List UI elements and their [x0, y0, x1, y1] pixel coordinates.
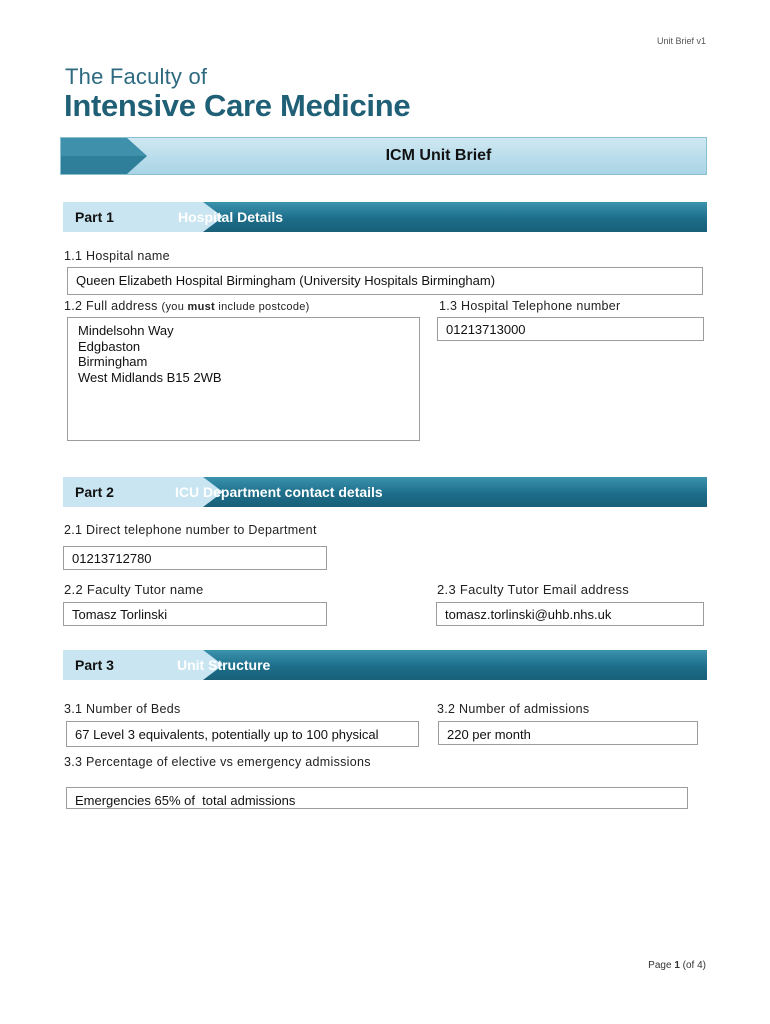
- tutor-email-label: 2.3 Faculty Tutor Email address: [437, 582, 630, 597]
- part1-label: Part 1: [75, 209, 114, 225]
- admissions-label: 3.2 Number of admissions: [437, 702, 590, 716]
- part3-label: Part 3: [75, 657, 114, 673]
- elective-field[interactable]: Emergencies 65% of total admissions: [66, 787, 688, 809]
- tutor-name-field[interactable]: Tomasz Torlinski: [63, 602, 327, 626]
- beds-field[interactable]: 67 Level 3 equivalents, potentially up to 100 physical: [66, 721, 419, 747]
- phone-field[interactable]: 01213713000: [437, 317, 704, 341]
- part2-label: Part 2: [75, 484, 114, 500]
- tutor-name-label: 2.2 Faculty Tutor name: [64, 582, 204, 597]
- address-label: 1.2 Full address (you must include postcode): [64, 299, 310, 313]
- phone-label: 1.3 Hospital Telephone number: [439, 299, 621, 313]
- title-banner: [60, 137, 707, 175]
- tutor-email-field[interactable]: tomasz.torlinski@uhb.nhs.uk: [436, 602, 704, 626]
- address-field[interactable]: Mindelsohn Way Edgbaston Birmingham West Midlands B15 2WB: [67, 317, 420, 441]
- part2-header: [63, 477, 707, 507]
- logo-line-1: The Faculty of: [65, 64, 208, 89]
- part1-header: [63, 202, 707, 232]
- direct-phone-label: 2.1 Direct telephone number to Department: [64, 523, 317, 537]
- page-number: Page 1 (of 4): [648, 960, 706, 971]
- version-label: Unit Brief v1: [656, 36, 706, 46]
- page-title: ICM Unit Brief: [385, 147, 492, 164]
- admissions-field[interactable]: 220 per month: [438, 721, 698, 745]
- part2-title: ICU Department contact details: [175, 484, 383, 500]
- direct-phone-field[interactable]: 01213712780: [63, 546, 327, 570]
- elective-label: 3.3 Percentage of elective vs emergency admissions: [64, 755, 371, 769]
- hospital-name-label: 1.1 Hospital name: [64, 249, 170, 263]
- logo-line-2: Intensive Care Medicine: [64, 88, 411, 123]
- part3-header: [63, 650, 707, 680]
- part1-title: Hospital Details: [178, 209, 284, 225]
- hospital-name-field[interactable]: Queen Elizabeth Hospital Birmingham (University Hospitals Birmingham): [67, 267, 703, 295]
- beds-label: 3.1 Number of Beds: [64, 702, 181, 716]
- part3-title: Unit Structure: [177, 657, 271, 673]
